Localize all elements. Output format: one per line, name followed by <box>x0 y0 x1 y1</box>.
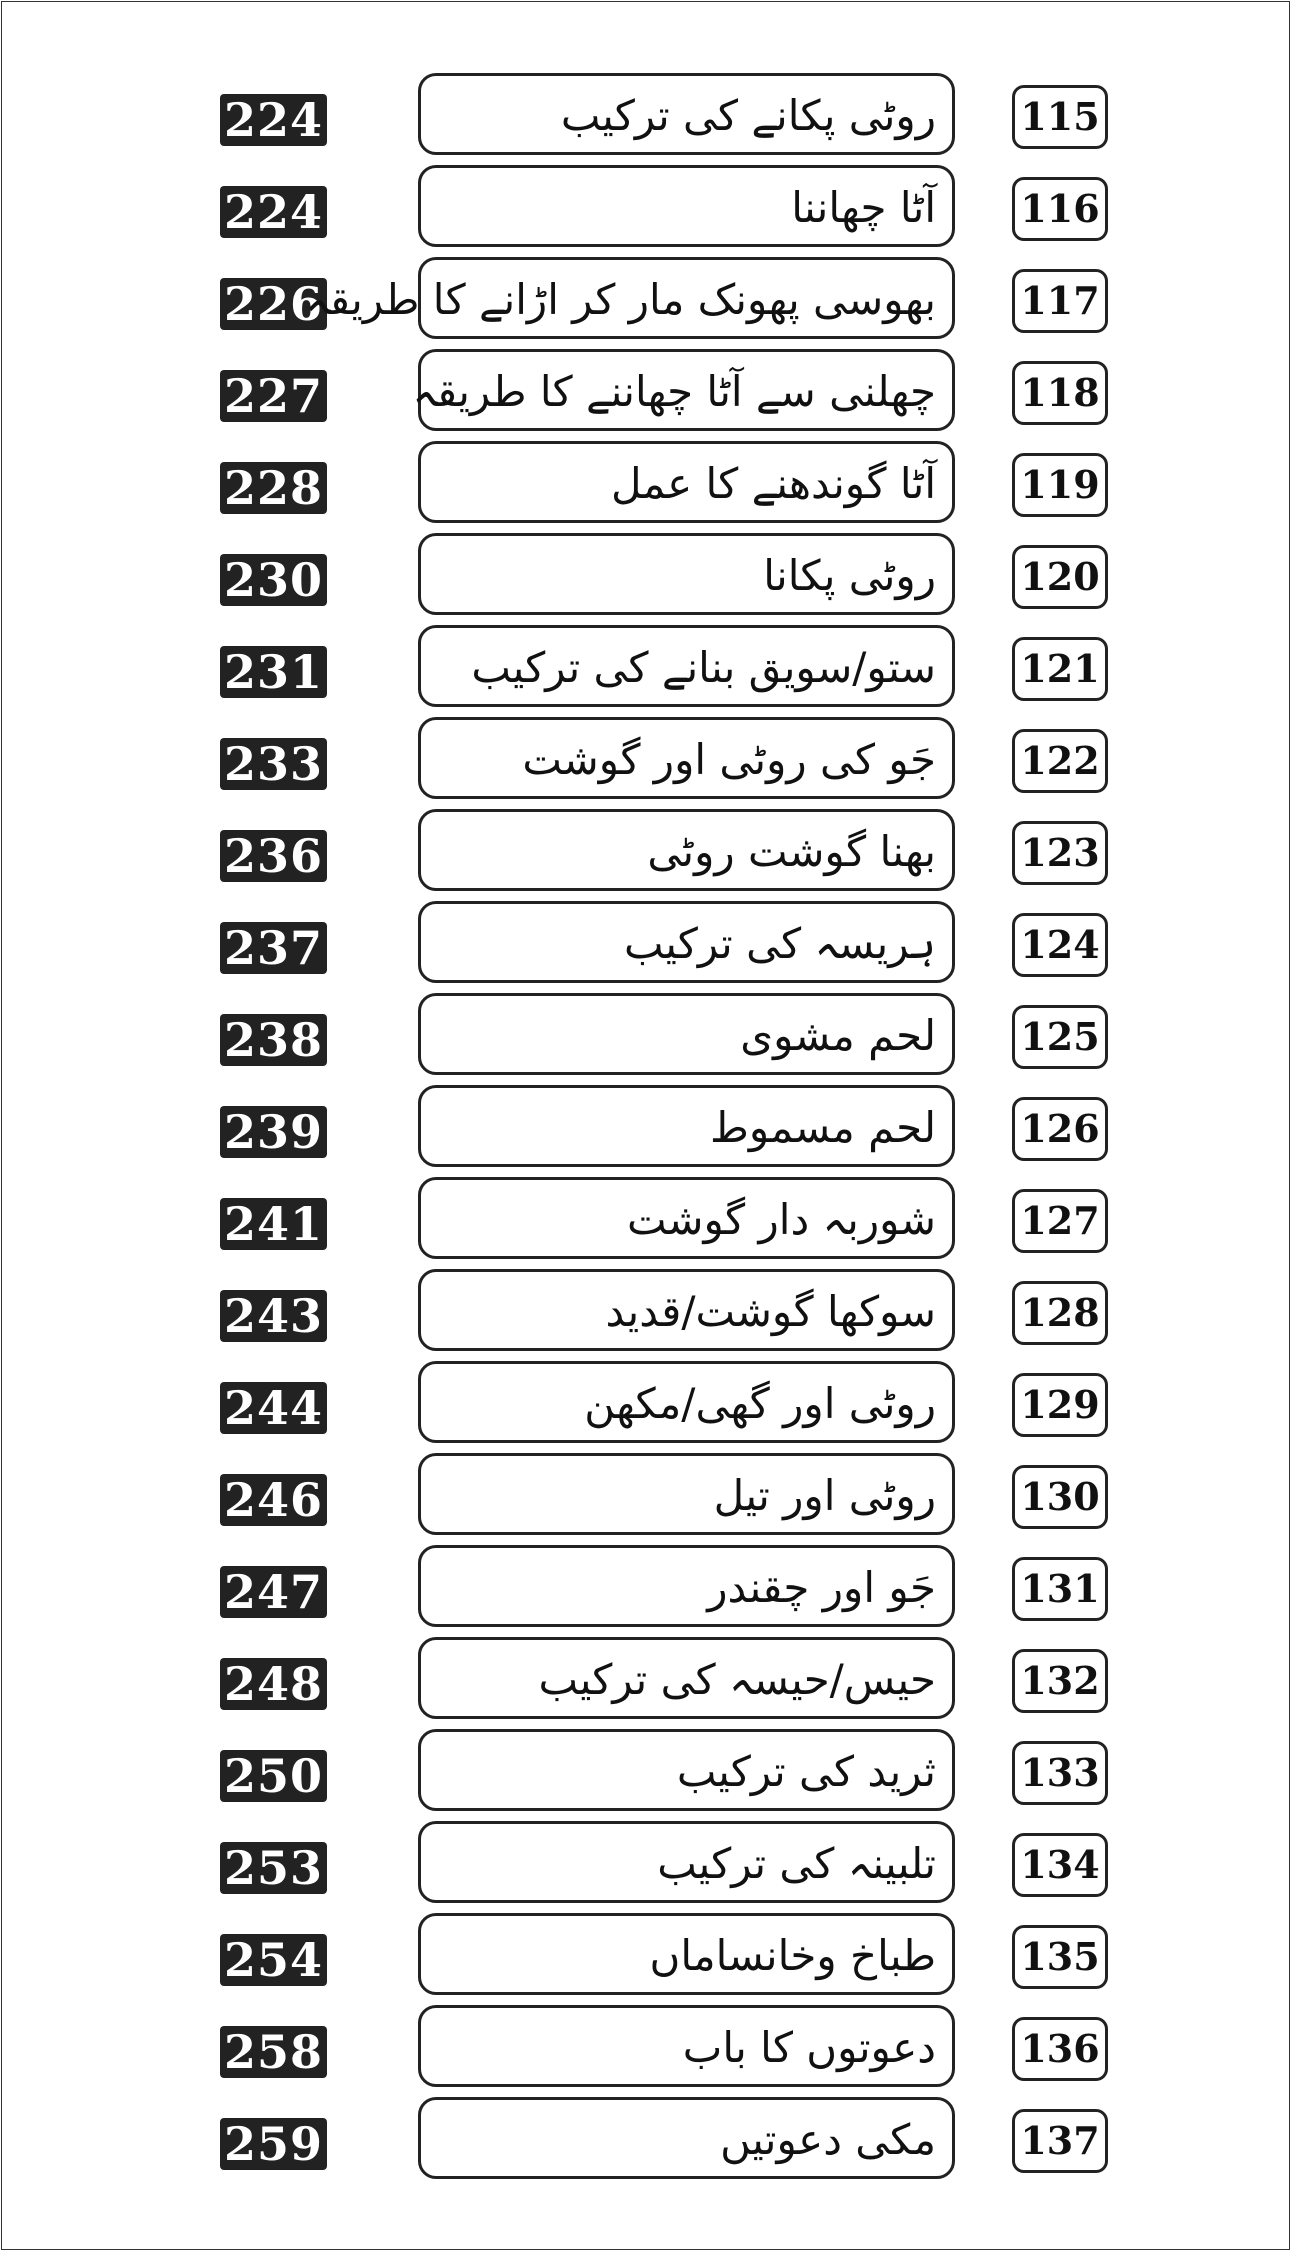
title-box <box>418 1637 955 1719</box>
page-number-badge: 241 <box>220 1198 327 1250</box>
entry-number: 126 <box>1012 1097 1108 1161</box>
title-box <box>418 73 955 155</box>
page-number-badge: 247 <box>220 1566 327 1618</box>
entry-title: بھنا گوشت روٹی <box>647 827 936 876</box>
title-box <box>418 1269 955 1351</box>
entry-title: روٹی پکانے کی ترکیب <box>560 91 936 140</box>
entry-title: لحم مشوی <box>740 1011 936 1060</box>
page-number-badge: 224 <box>220 94 327 146</box>
toc-entry[interactable] <box>0 1910 1293 1999</box>
page-number-badge: 250 <box>220 1750 327 1802</box>
entry-title: ستو/سویق بنانے کی ترکیب <box>471 643 936 692</box>
page-number-badge: 226 <box>220 278 327 330</box>
entry-title: بھوسی پھونک مار کر اڑانے کا طریقہ <box>305 275 936 324</box>
page-number-badge: 243 <box>220 1290 327 1342</box>
title-box <box>418 1085 955 1167</box>
toc-entry[interactable] <box>0 346 1293 435</box>
title-box <box>305 257 955 339</box>
entry-title: روٹی پکانا <box>763 551 936 600</box>
page-number-badge: 239 <box>220 1106 327 1158</box>
title-box <box>418 901 955 983</box>
page-number-badge: 258 <box>220 2026 327 2078</box>
entry-number: 128 <box>1012 1281 1108 1345</box>
toc-entry[interactable] <box>0 530 1293 619</box>
toc-entry[interactable] <box>0 806 1293 895</box>
entry-title: سوکھا گوشت/قدید <box>605 1287 936 1336</box>
page-number-badge: 248 <box>220 1658 327 1710</box>
toc-entry[interactable] <box>0 254 1293 343</box>
entry-number: 121 <box>1012 637 1108 701</box>
entry-number: 131 <box>1012 1557 1108 1621</box>
entry-number: 135 <box>1012 1925 1108 1989</box>
title-box <box>418 1361 955 1443</box>
entry-number: 119 <box>1012 453 1108 517</box>
toc-entry[interactable] <box>0 1450 1293 1539</box>
entry-title: روٹی اور گھی/مکھن <box>584 1379 936 1428</box>
entry-number: 118 <box>1012 361 1108 425</box>
entry-title: لحم مسموط <box>710 1103 936 1152</box>
entry-title: روٹی اور تیل <box>713 1471 936 1520</box>
title-box <box>418 809 955 891</box>
entry-title: تلبینہ کی ترکیب <box>657 1839 936 1888</box>
entry-number: 117 <box>1012 269 1108 333</box>
page-number-badge: 231 <box>220 646 327 698</box>
page-number-badge: 253 <box>220 1842 327 1894</box>
title-box <box>418 1453 955 1535</box>
toc-entry[interactable] <box>0 1358 1293 1447</box>
entry-title: دعوتوں کا باب <box>682 2023 936 2072</box>
entry-number: 129 <box>1012 1373 1108 1437</box>
page-number-badge: 238 <box>220 1014 327 1066</box>
title-box <box>418 993 955 1075</box>
title-box <box>418 441 955 523</box>
title-box <box>418 625 955 707</box>
page-number-badge: 244 <box>220 1382 327 1434</box>
title-box <box>418 1821 955 1903</box>
entry-number: 137 <box>1012 2109 1108 2173</box>
entry-title: ہریسہ کی ترکیب <box>623 919 936 968</box>
title-box <box>418 1913 955 1995</box>
entry-title: چھلنی سے آٹا چھاننے کا طریقہ <box>412 367 936 416</box>
toc-entry[interactable] <box>0 1082 1293 1171</box>
entry-title: مکی دعوتیں <box>720 2115 936 2164</box>
entry-number: 116 <box>1012 177 1108 241</box>
title-box <box>412 349 955 431</box>
toc-entry[interactable] <box>0 990 1293 1079</box>
entry-number: 124 <box>1012 913 1108 977</box>
entry-number: 115 <box>1012 85 1108 149</box>
page-number-badge: 233 <box>220 738 327 790</box>
toc-entry[interactable] <box>0 898 1293 987</box>
title-box <box>418 717 955 799</box>
entry-title: طباخ وخانساماں <box>649 1931 936 1980</box>
entry-title: آٹا چھاننا <box>791 183 936 232</box>
entry-number: 127 <box>1012 1189 1108 1253</box>
page-number-badge: 236 <box>220 830 327 882</box>
page-number-badge: 230 <box>220 554 327 606</box>
entry-number: 125 <box>1012 1005 1108 1069</box>
toc-entry[interactable] <box>0 622 1293 711</box>
title-box <box>418 2097 955 2179</box>
entry-number: 120 <box>1012 545 1108 609</box>
toc-entry[interactable] <box>0 1634 1293 1723</box>
entry-number: 136 <box>1012 2017 1108 2081</box>
toc-entry[interactable] <box>0 1726 1293 1815</box>
page-number-badge: 224 <box>220 186 327 238</box>
title-box <box>418 2005 955 2087</box>
entry-number: 123 <box>1012 821 1108 885</box>
toc-entry[interactable] <box>0 162 1293 251</box>
page-number-badge: 227 <box>220 370 327 422</box>
toc-entry[interactable] <box>0 1266 1293 1355</box>
toc-entry[interactable] <box>0 1174 1293 1263</box>
entry-title: شوربہ دار گوشت <box>627 1195 936 1244</box>
page-number-badge: 237 <box>220 922 327 974</box>
entry-title: جَو کی روٹی اور گوشت <box>522 735 936 784</box>
entry-title: حیس/حیسہ کی ترکیب <box>538 1655 936 1704</box>
entry-number: 133 <box>1012 1741 1108 1805</box>
toc-entry[interactable] <box>0 438 1293 527</box>
entry-number: 122 <box>1012 729 1108 793</box>
entry-title: جَو اور چقندر <box>707 1563 936 1612</box>
title-box <box>418 165 955 247</box>
toc-entry[interactable] <box>0 714 1293 803</box>
page-number-badge: 254 <box>220 1934 327 1986</box>
toc-entry[interactable] <box>0 1542 1293 1631</box>
entry-number: 132 <box>1012 1649 1108 1713</box>
title-box <box>418 1177 955 1259</box>
toc-entry[interactable] <box>0 2002 1293 2091</box>
entry-number: 130 <box>1012 1465 1108 1529</box>
title-box <box>418 1729 955 1811</box>
page-number-badge: 259 <box>220 2118 327 2170</box>
page-number-badge: 246 <box>220 1474 327 1526</box>
page-number-badge: 228 <box>220 462 327 514</box>
entry-number: 134 <box>1012 1833 1108 1897</box>
title-box <box>418 533 955 615</box>
title-box <box>418 1545 955 1627</box>
entry-title: ثرید کی ترکیب <box>676 1747 936 1796</box>
entry-title: آٹا گوندھنے کا عمل <box>610 459 936 508</box>
toc-entry[interactable] <box>0 1818 1293 1907</box>
toc-entry[interactable] <box>0 70 1293 159</box>
toc-entry[interactable] <box>0 2094 1293 2183</box>
